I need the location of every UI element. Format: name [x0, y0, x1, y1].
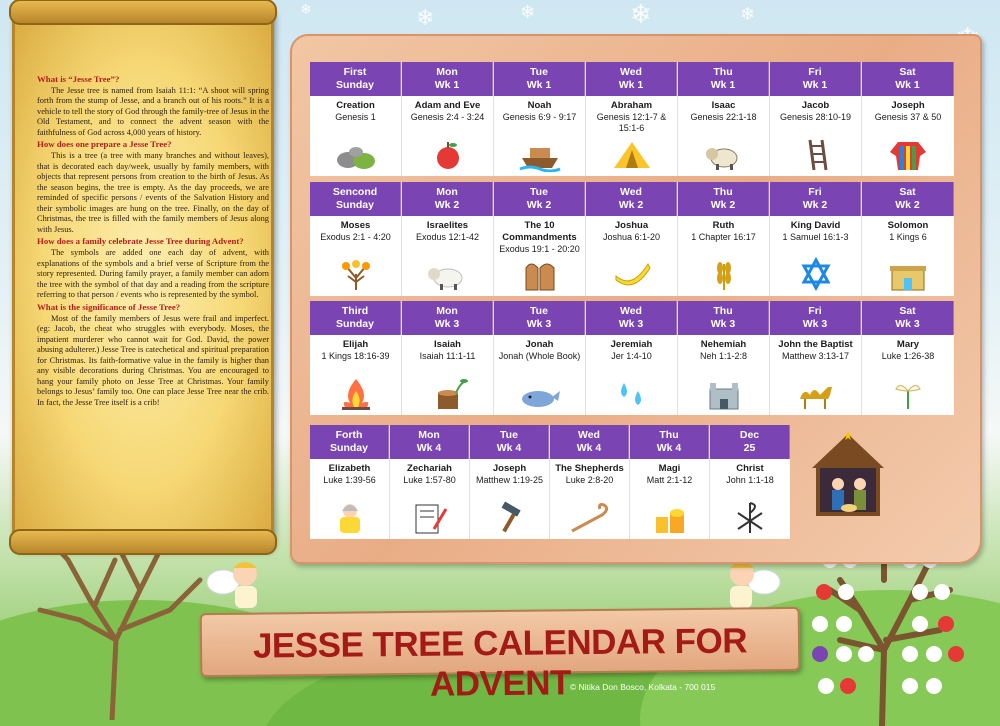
coat-icon [886, 136, 930, 172]
day-header [402, 182, 493, 216]
day-person: Isaiah [434, 339, 461, 350]
calendar-day-cell [494, 62, 586, 176]
day-person: Adam and Eve [414, 100, 481, 111]
day-scripture-ref: Genesis 2:4 - 3:24 [410, 111, 485, 122]
day-header-line2: Wk 4 [656, 442, 682, 455]
day-scripture-ref: Isaiah 11:1-11 [419, 350, 476, 361]
day-header-line2: 25 [743, 442, 756, 455]
day-header-line1: Fri [808, 305, 822, 317]
day-header [770, 301, 861, 335]
day-header-line2: Wk 4 [576, 442, 602, 455]
day-header-line1: Wed [620, 66, 642, 78]
calendar-day-cell [586, 301, 678, 415]
elizabeth-icon [328, 499, 372, 535]
calendar-day-cell [402, 301, 494, 415]
day-scripture-ref: Luke 1:26-38 [881, 350, 935, 361]
day-scripture-ref: Exodus 19:1 - 20:20 [499, 243, 580, 254]
day-scripture-ref: Luke 2:8-20 [565, 474, 614, 485]
calendar-day-cell [770, 182, 862, 296]
camel-icon [794, 375, 838, 411]
day-person: Noah [527, 100, 552, 111]
day-header-line1: Tue [530, 305, 548, 317]
day-header-line2: Wk 2 [802, 199, 828, 212]
day-header-line1: Wed [578, 429, 600, 441]
day-header [494, 182, 585, 216]
tent-icon [610, 136, 654, 172]
day-header-line1: Sat [899, 305, 916, 317]
day-header [678, 62, 769, 96]
section-heading: How does a family celebrate Jesse Tree during Advent? [37, 236, 244, 247]
day-body [586, 96, 677, 176]
writing-tablet-icon [408, 499, 452, 535]
calendar-day-cell [862, 182, 954, 296]
day-scripture-ref: Matt 2:1-12 [646, 474, 693, 485]
day-body [550, 459, 629, 539]
day-person: Abraham [610, 100, 653, 111]
calendar-week-row [310, 425, 790, 539]
rocks-icon [334, 136, 378, 172]
calendar-day-cell [678, 182, 770, 296]
day-header-line2: Wk 1 [618, 79, 644, 92]
day-scripture-ref: Neh 1:1-2:8 [699, 350, 748, 361]
nativity-crib-icon [808, 428, 888, 518]
day-body [402, 96, 493, 176]
calendar-week-row [310, 62, 954, 176]
angel-illustration [205, 552, 275, 614]
day-header-line2: Wk 1 [434, 79, 460, 92]
day-person: John the Baptist [778, 339, 853, 350]
section-paragraph: The symbols are added one each day of advent, with explanations of the symbols and a brief verse of Scripture from the story represented. During family prayer, a family member can adorn the tree with the symbol of that day and a reading from the scripture referring to that person / events who is represented by the symbol. [37, 248, 269, 300]
day-person: Jonah [525, 339, 554, 350]
day-body [862, 216, 954, 296]
day-header [310, 301, 401, 335]
calendar-week-row [310, 301, 954, 415]
day-body [310, 216, 401, 296]
lamb-icon [426, 256, 470, 292]
calendar-day-cell [550, 425, 630, 539]
calendar-day-cell [402, 182, 494, 296]
day-header-line1: Tue [530, 186, 548, 198]
day-header-line1: Fri [808, 186, 822, 198]
day-header [770, 182, 861, 216]
day-header [310, 182, 401, 216]
calendar-day-cell [310, 182, 402, 296]
day-scripture-ref: 1 Kings 6 [889, 231, 927, 242]
calendar-day-cell [678, 301, 770, 415]
day-person: Nehemiah [700, 339, 747, 350]
day-body [310, 459, 389, 539]
wheat-icon [702, 256, 746, 292]
day-header-line2: Wk 3 [710, 318, 736, 331]
day-person: Magi [658, 463, 681, 474]
day-scripture-ref: Genesis 6:9 - 9:17 [502, 111, 577, 122]
day-body [770, 335, 861, 415]
gifts-icon [648, 499, 692, 535]
day-person: Solomon [887, 220, 929, 231]
calendar-day-cell [678, 62, 770, 176]
day-scripture-ref: Matthew 1:19-25 [475, 474, 544, 485]
day-header-line1: Forth [335, 429, 363, 441]
day-header [862, 182, 954, 216]
day-scripture-ref: Luke 1:39-56 [323, 474, 376, 485]
day-header-line2: Wk 2 [618, 199, 644, 212]
day-person: Israelites [426, 220, 469, 231]
day-person: Elizabeth [328, 463, 371, 474]
day-body [470, 459, 549, 539]
calendar-day-cell [494, 301, 586, 415]
day-person: Mary [896, 339, 920, 350]
day-header-line1: Tue [530, 66, 548, 78]
day-body [390, 459, 469, 539]
info-scroll-text [37, 73, 269, 409]
day-header-line2: Wk 3 [802, 318, 828, 331]
day-header-line2: Sunday [336, 318, 374, 331]
copyright-text: © Nitika Don Bosco, Kolkata - 700 015 [570, 682, 716, 692]
day-header [402, 301, 493, 335]
info-scroll [12, 4, 274, 550]
day-body [678, 216, 769, 296]
day-header-line2: Sunday [336, 199, 374, 212]
section-heading: What is “Jesse Tree”? [37, 74, 120, 84]
calendar-day-cell [710, 425, 790, 539]
day-scripture-ref: Matthew 3:13-17 [781, 350, 850, 361]
chi-rho-icon [728, 499, 772, 535]
day-header-line1: Mon [436, 66, 458, 78]
calendar-day-cell [470, 425, 550, 539]
day-header-line2: Wk 4 [496, 442, 522, 455]
day-person: The Shepherds [555, 463, 624, 474]
day-scripture-ref: 1 Kings 18:16-39 [321, 350, 390, 361]
day-header-line1: Mon [436, 186, 458, 198]
day-scripture-ref: 1 Samuel 16:1-3 [782, 231, 849, 242]
day-person: King David [790, 220, 841, 231]
day-header-line1: Dec [739, 429, 760, 441]
day-header-line1: Fri [808, 66, 822, 78]
section-paragraph: The Jesse tree is named from Isaiah 11:1: “A shoot will spring forth from the stump of Jesse, and a branch out of his roots.” It is a vehicle to tell the story of God through the family-tree of Jesus in the Old Testament, and to connect the advent season with the faithfulness of God across 4,000 years of history. [37, 85, 269, 137]
star-of-david-icon [794, 256, 838, 292]
day-body [678, 335, 769, 415]
section-paragraph: Most of the family members of Jesus were frail and imperfect. (eg: Jacob, the cheat who struggles with everybody. Moses, the impatient murderer who cannot wait for God. David, the power abusing adulterer.) Jesse Tree is catechetical and spiritual preparation for Christmas. Its faith-formative value in the family is higher than any visible decorations during Christmas. You are encouraged to hang your family photo on Jesse Tree at Christmas. Your family belongs to Jesus’ family too. One can place Jesse Tree near the crib. In fact, the Jesse Tree itself is a crib! [37, 313, 269, 407]
calendar-day-cell [494, 182, 586, 296]
day-header-line2: Sunday [330, 442, 368, 455]
tears-icon [610, 375, 654, 411]
day-header-line1: Thu [713, 305, 733, 317]
day-person: Joseph [891, 100, 925, 111]
day-header-line2: Wk 3 [618, 318, 644, 331]
snowflake-icon: ❄ [520, 2, 536, 23]
day-body [770, 216, 861, 296]
ram-icon [702, 136, 746, 172]
calendar-day-cell [770, 301, 862, 415]
day-person: Joseph [492, 463, 527, 474]
day-header [310, 62, 401, 96]
day-header-line2: Sunday [336, 79, 374, 92]
day-header [494, 301, 585, 335]
day-scripture-ref: Genesis 1 [335, 111, 376, 122]
tablets-icon [518, 256, 562, 292]
svg-text:★: ★ [842, 429, 854, 443]
day-body [586, 335, 677, 415]
day-header-line2: Wk 3 [526, 318, 552, 331]
day-body [494, 216, 585, 296]
day-person: The 10 Commandments [502, 220, 577, 243]
day-header [678, 301, 769, 335]
stump-icon [426, 375, 470, 411]
day-header-line1: Tue [500, 429, 518, 441]
fire-icon [334, 375, 378, 411]
day-header-line1: Sencond [332, 186, 378, 198]
day-header [550, 425, 629, 459]
day-body [630, 459, 709, 539]
horn-icon [610, 256, 654, 292]
day-header [470, 425, 549, 459]
day-person: Christ [736, 463, 764, 474]
hammer-icon [488, 499, 532, 535]
calendar-day-cell [862, 62, 954, 176]
staff-icon [568, 499, 612, 535]
calendar-day-cell [310, 425, 390, 539]
day-header-line2: Wk 1 [895, 79, 920, 92]
section-paragraph: This is a tree (a tree with many branches and without leaves), that is decorated each day/week, usually by family members, with objects that represent persons from creation to the birth of Jesus. As the season begins, the tree is empty. As the day proceeds, we are reminded of specific persons / events of the Salvation History and their symbolic images are hung on the tree. Finally, on the day of Christmas, the tree is filled with the family members of Jesus along with Jesus. [37, 151, 269, 234]
section-heading: What is the significance of Jesse Tree? [37, 301, 181, 312]
day-header [494, 62, 585, 96]
day-body [402, 335, 493, 415]
day-body [494, 335, 585, 415]
calendar-day-cell [310, 62, 402, 176]
day-header-line1: Wed [620, 186, 642, 198]
day-header [310, 425, 389, 459]
day-scripture-ref: Luke 1:57-80 [403, 474, 456, 485]
day-header [390, 425, 469, 459]
day-body [770, 96, 861, 176]
day-person: Jacob [801, 100, 830, 111]
day-header [678, 182, 769, 216]
calendar-day-cell [630, 425, 710, 539]
day-body [710, 459, 790, 539]
day-person: Jeremiah [610, 339, 653, 350]
day-header [586, 62, 677, 96]
day-header-line2: Wk 1 [710, 79, 736, 92]
day-header-line2: Wk 4 [416, 442, 442, 455]
calendar-day-cell [402, 62, 494, 176]
calendar-day-cell [586, 62, 678, 176]
burning-bush-icon [334, 256, 378, 292]
day-body [586, 216, 677, 296]
snowflake-icon: ❄ [416, 6, 435, 31]
day-scripture-ref: Joshua 6:1-20 [602, 231, 661, 242]
day-scripture-ref: Genesis 37 & 50 [874, 111, 942, 122]
day-header [402, 62, 493, 96]
day-header [862, 62, 954, 96]
day-header-line1: First [343, 66, 367, 78]
day-header-line1: Thu [659, 429, 679, 441]
calendar-day-cell [770, 62, 862, 176]
day-header-line1: Thu [713, 66, 733, 78]
day-header-line1: Thu [713, 186, 733, 198]
day-body [678, 96, 769, 176]
whale-icon [518, 375, 562, 411]
day-body [494, 96, 585, 176]
day-body [310, 335, 401, 415]
day-scripture-ref: Exodus 12:1-42 [415, 231, 480, 242]
calendar-day-cell [586, 182, 678, 296]
day-header-line2: Wk 2 [434, 199, 460, 212]
temple-icon [886, 256, 930, 292]
calendar-day-cell [310, 301, 402, 415]
snowflake-icon: ❄ [740, 4, 756, 25]
day-header [586, 301, 677, 335]
day-scripture-ref: Exodus 2:1 - 4:20 [320, 231, 391, 242]
day-header [630, 425, 709, 459]
day-header-line1: Third [341, 305, 369, 317]
day-person: Zechariah [407, 463, 452, 474]
day-header-line2: Wk 2 [526, 199, 552, 212]
day-header [770, 62, 861, 96]
day-scripture-ref: Genesis 28:10-19 [779, 111, 852, 122]
castle-icon [702, 375, 746, 411]
day-header-line1: Mon [436, 305, 458, 317]
day-person: Isaac [711, 100, 736, 111]
calendar-week-row [310, 182, 954, 296]
day-person: Moses [340, 220, 371, 231]
ladder-icon [794, 136, 838, 172]
day-scripture-ref: 1 Chapter 16:17 [691, 231, 756, 242]
day-header-line2: Wk 1 [526, 79, 552, 92]
day-scripture-ref: Genesis 12:1-7 & 15:1-6 [596, 111, 667, 134]
snowflake-icon: ❄ [300, 2, 312, 18]
day-scripture-ref: Jer 1:4-10 [611, 350, 652, 361]
calendar-day-cell [390, 425, 470, 539]
day-header-line2: Wk 2 [710, 199, 736, 212]
apple-icon [426, 136, 470, 172]
ark-icon [518, 136, 562, 172]
day-scripture-ref: Genesis 22:1-18 [690, 111, 757, 122]
day-scripture-ref: John 1:1-18 [726, 474, 774, 485]
day-header [586, 182, 677, 216]
snowflake-icon: ❄ [630, 0, 652, 30]
day-header-line2: Wk 3 [895, 318, 920, 331]
day-header-line1: Wed [620, 305, 642, 317]
day-body [310, 96, 401, 176]
day-header-line2: Wk 3 [434, 318, 460, 331]
day-header-line1: Sat [899, 66, 916, 78]
page-title: JESSE TREE CALENDAR FOR ADVENT [252, 621, 748, 704]
lily-icon [886, 375, 930, 411]
day-person: Ruth [712, 220, 735, 231]
day-person: Joshua [614, 220, 649, 231]
day-body [862, 96, 954, 176]
section-heading: How does one prepare a Jesse Tree? [37, 139, 172, 150]
day-header-line2: Wk 2 [895, 199, 920, 212]
calendar-day-cell [862, 301, 954, 415]
day-person: Elijah [342, 339, 369, 350]
day-header-line2: Wk 1 [802, 79, 828, 92]
day-scripture-ref: Jonah (Whole Book) [498, 350, 581, 361]
day-body [402, 216, 493, 296]
day-header-line1: Mon [418, 429, 440, 441]
day-header-line1: Sat [899, 186, 916, 198]
day-body [862, 335, 954, 415]
day-person: Creation [336, 100, 375, 111]
day-header [862, 301, 954, 335]
day-header [710, 425, 790, 459]
